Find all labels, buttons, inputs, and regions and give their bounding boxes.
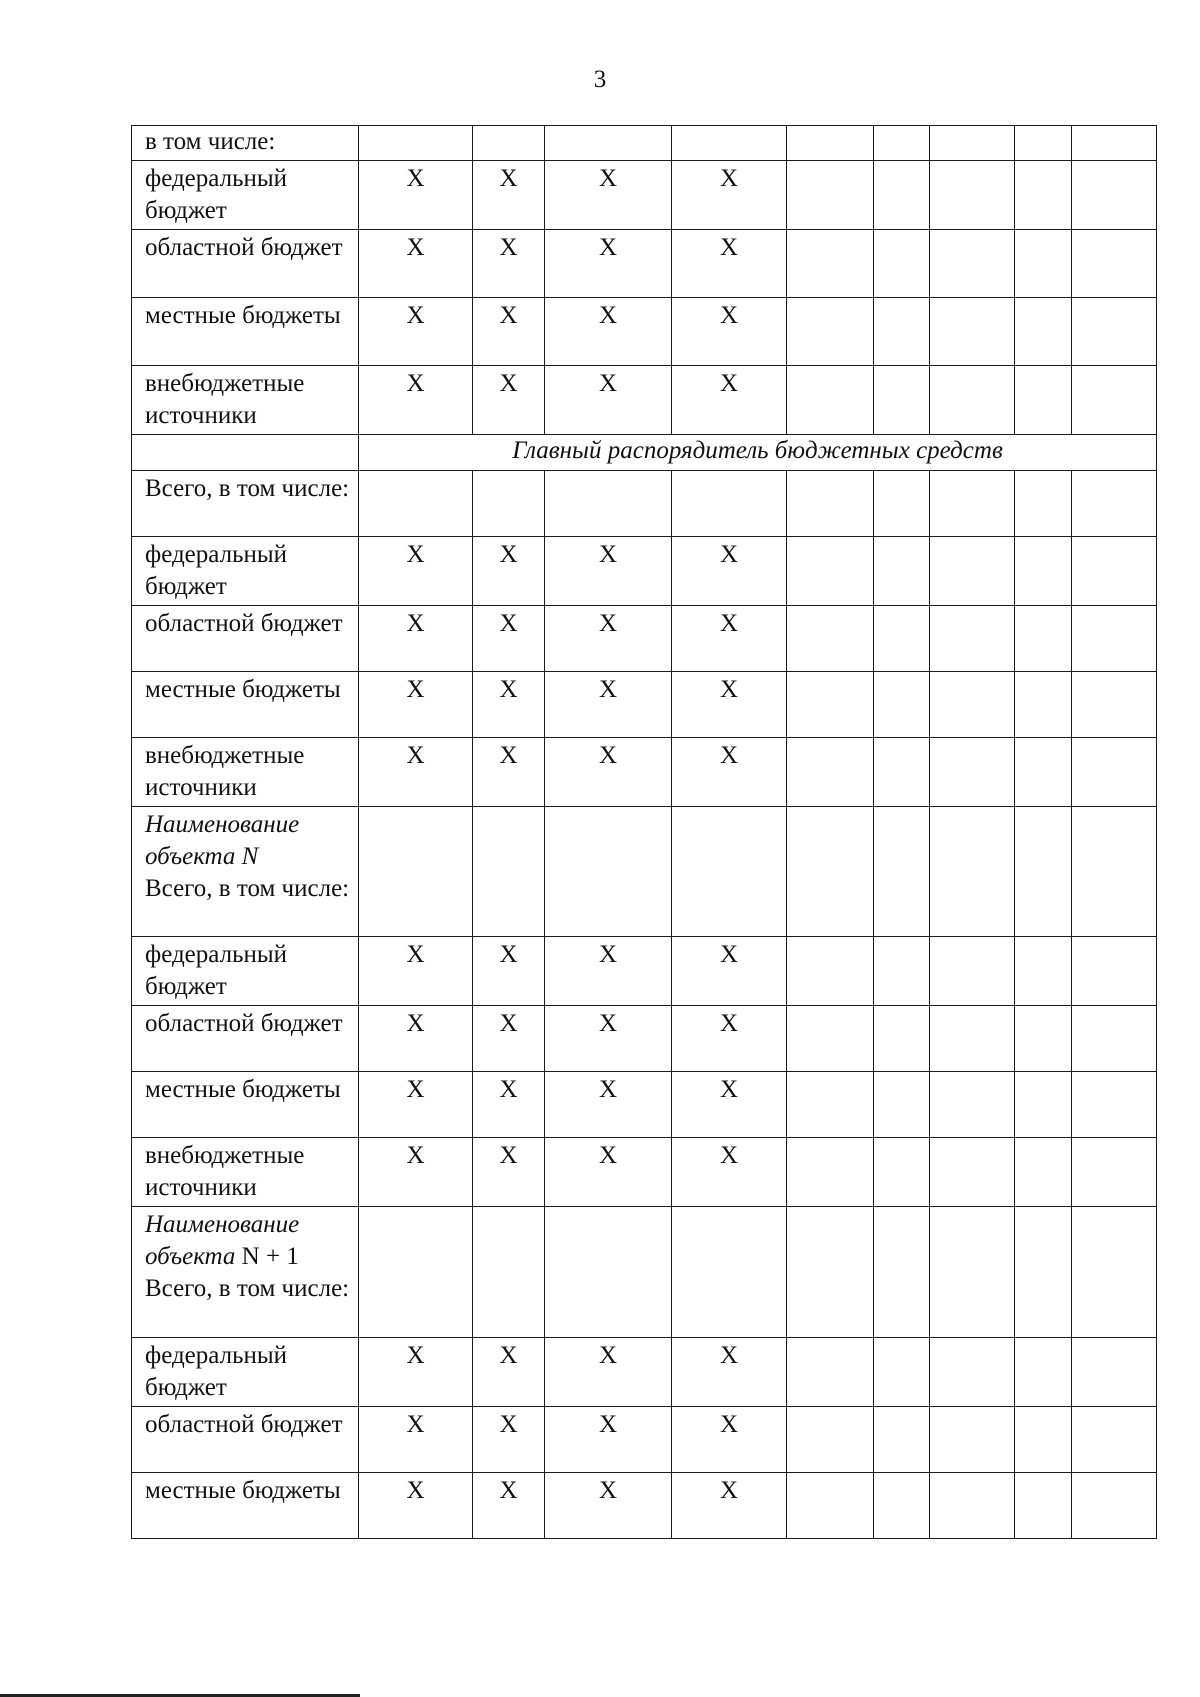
- table-row: [132, 672, 1157, 738]
- row-label: областной бюджет: [132, 1006, 359, 1072]
- object-name: Наименование объекта N: [145, 811, 300, 870]
- x-mark: X: [473, 161, 545, 230]
- x-mark: X: [473, 672, 545, 738]
- x-mark: X: [359, 606, 473, 672]
- row-label: федеральный бюджет: [132, 537, 359, 606]
- x-mark: X: [359, 738, 473, 807]
- x-mark: X: [545, 1338, 672, 1407]
- x-mark: X: [473, 1006, 545, 1072]
- row-label: федеральный бюджет: [132, 161, 359, 230]
- object-heading: [132, 1207, 359, 1338]
- x-mark: X: [359, 1006, 473, 1072]
- table-row: [132, 738, 1157, 807]
- x-mark: X: [473, 937, 545, 1006]
- page-number: 3: [593, 66, 607, 93]
- section-header: Главный распорядитель бюджетных средств: [359, 435, 1157, 471]
- table-row: [132, 1473, 1157, 1539]
- x-mark: X: [672, 1006, 787, 1072]
- x-mark: X: [545, 937, 672, 1006]
- budget-table: [131, 125, 1157, 1539]
- row-label: внебюджетные источники: [132, 366, 359, 435]
- x-mark: X: [672, 937, 787, 1006]
- table-row: [132, 298, 1157, 366]
- x-mark: X: [359, 672, 473, 738]
- x-mark: X: [672, 1138, 787, 1207]
- x-mark: X: [359, 937, 473, 1006]
- row-label: областной бюджет: [132, 1407, 359, 1473]
- row-label: областной бюджет: [132, 606, 359, 672]
- x-mark: X: [672, 537, 787, 606]
- x-mark: X: [545, 161, 672, 230]
- table-row: [132, 126, 1157, 161]
- x-mark: X: [672, 1473, 787, 1539]
- x-mark: X: [473, 366, 545, 435]
- table-row: [132, 230, 1157, 298]
- x-mark: X: [359, 230, 473, 298]
- x-mark: X: [359, 366, 473, 435]
- x-mark: X: [473, 1338, 545, 1407]
- x-mark: X: [359, 1338, 473, 1407]
- table-row: [132, 435, 1157, 471]
- x-mark: X: [545, 1407, 672, 1473]
- x-mark: X: [473, 537, 545, 606]
- object-name: Наименование объекта: [145, 1211, 300, 1270]
- x-mark: X: [545, 298, 672, 366]
- row-label: Всего, в том числе:: [132, 471, 359, 537]
- x-mark: X: [473, 1407, 545, 1473]
- row-label: в том числе:: [132, 126, 359, 161]
- x-mark: X: [473, 738, 545, 807]
- x-mark: X: [473, 298, 545, 366]
- x-mark: X: [545, 1473, 672, 1539]
- row-label: внебюджетные источники: [132, 738, 359, 807]
- row-label: местные бюджеты: [132, 1072, 359, 1138]
- table-row: [132, 161, 1157, 230]
- x-mark: X: [473, 1072, 545, 1138]
- row-label: местные бюджеты: [132, 672, 359, 738]
- x-mark: X: [545, 1138, 672, 1207]
- row-label: Всего, в том числе:: [145, 875, 350, 902]
- table-row: [132, 1407, 1157, 1473]
- table-row: [132, 807, 1157, 937]
- x-mark: X: [545, 672, 672, 738]
- x-mark: X: [473, 1138, 545, 1207]
- row-label: местные бюджеты: [132, 1473, 359, 1539]
- table-row: [132, 606, 1157, 672]
- x-mark: X: [672, 738, 787, 807]
- x-mark: X: [672, 298, 787, 366]
- object-number: N + 1: [241, 1243, 299, 1270]
- table-row: [132, 937, 1157, 1006]
- table-row: [132, 366, 1157, 435]
- x-mark: X: [672, 606, 787, 672]
- x-mark: X: [473, 606, 545, 672]
- row-label: внебюджетные источники: [132, 1138, 359, 1207]
- x-mark: X: [473, 230, 545, 298]
- table-row: [132, 1006, 1157, 1072]
- x-mark: X: [359, 1072, 473, 1138]
- x-mark: X: [672, 1072, 787, 1138]
- x-mark: X: [672, 672, 787, 738]
- table-row: [132, 1072, 1157, 1138]
- x-mark: X: [545, 1006, 672, 1072]
- x-mark: X: [672, 161, 787, 230]
- x-mark: X: [545, 366, 672, 435]
- x-mark: X: [672, 1338, 787, 1407]
- x-mark: X: [359, 1407, 473, 1473]
- x-mark: X: [473, 1473, 545, 1539]
- row-label: местные бюджеты: [132, 298, 359, 366]
- x-mark: X: [359, 1473, 473, 1539]
- x-mark: X: [359, 161, 473, 230]
- table-row: [132, 471, 1157, 537]
- x-mark: X: [359, 1138, 473, 1207]
- table-row: [132, 1138, 1157, 1207]
- x-mark: X: [545, 606, 672, 672]
- row-label: областной бюджет: [132, 230, 359, 298]
- table-row: [132, 537, 1157, 606]
- row-label: федеральный бюджет: [132, 937, 359, 1006]
- x-mark: X: [545, 1072, 672, 1138]
- x-mark: X: [545, 537, 672, 606]
- table-row: [132, 1207, 1157, 1338]
- x-mark: X: [359, 537, 473, 606]
- x-mark: X: [672, 366, 787, 435]
- x-mark: X: [545, 738, 672, 807]
- x-mark: X: [545, 230, 672, 298]
- x-mark: X: [672, 1407, 787, 1473]
- row-label: Всего, в том числе:: [145, 1275, 350, 1302]
- table-row: [132, 1338, 1157, 1407]
- x-mark: X: [359, 298, 473, 366]
- x-mark: X: [672, 230, 787, 298]
- row-label: федеральный бюджет: [132, 1338, 359, 1407]
- object-heading: [132, 807, 359, 937]
